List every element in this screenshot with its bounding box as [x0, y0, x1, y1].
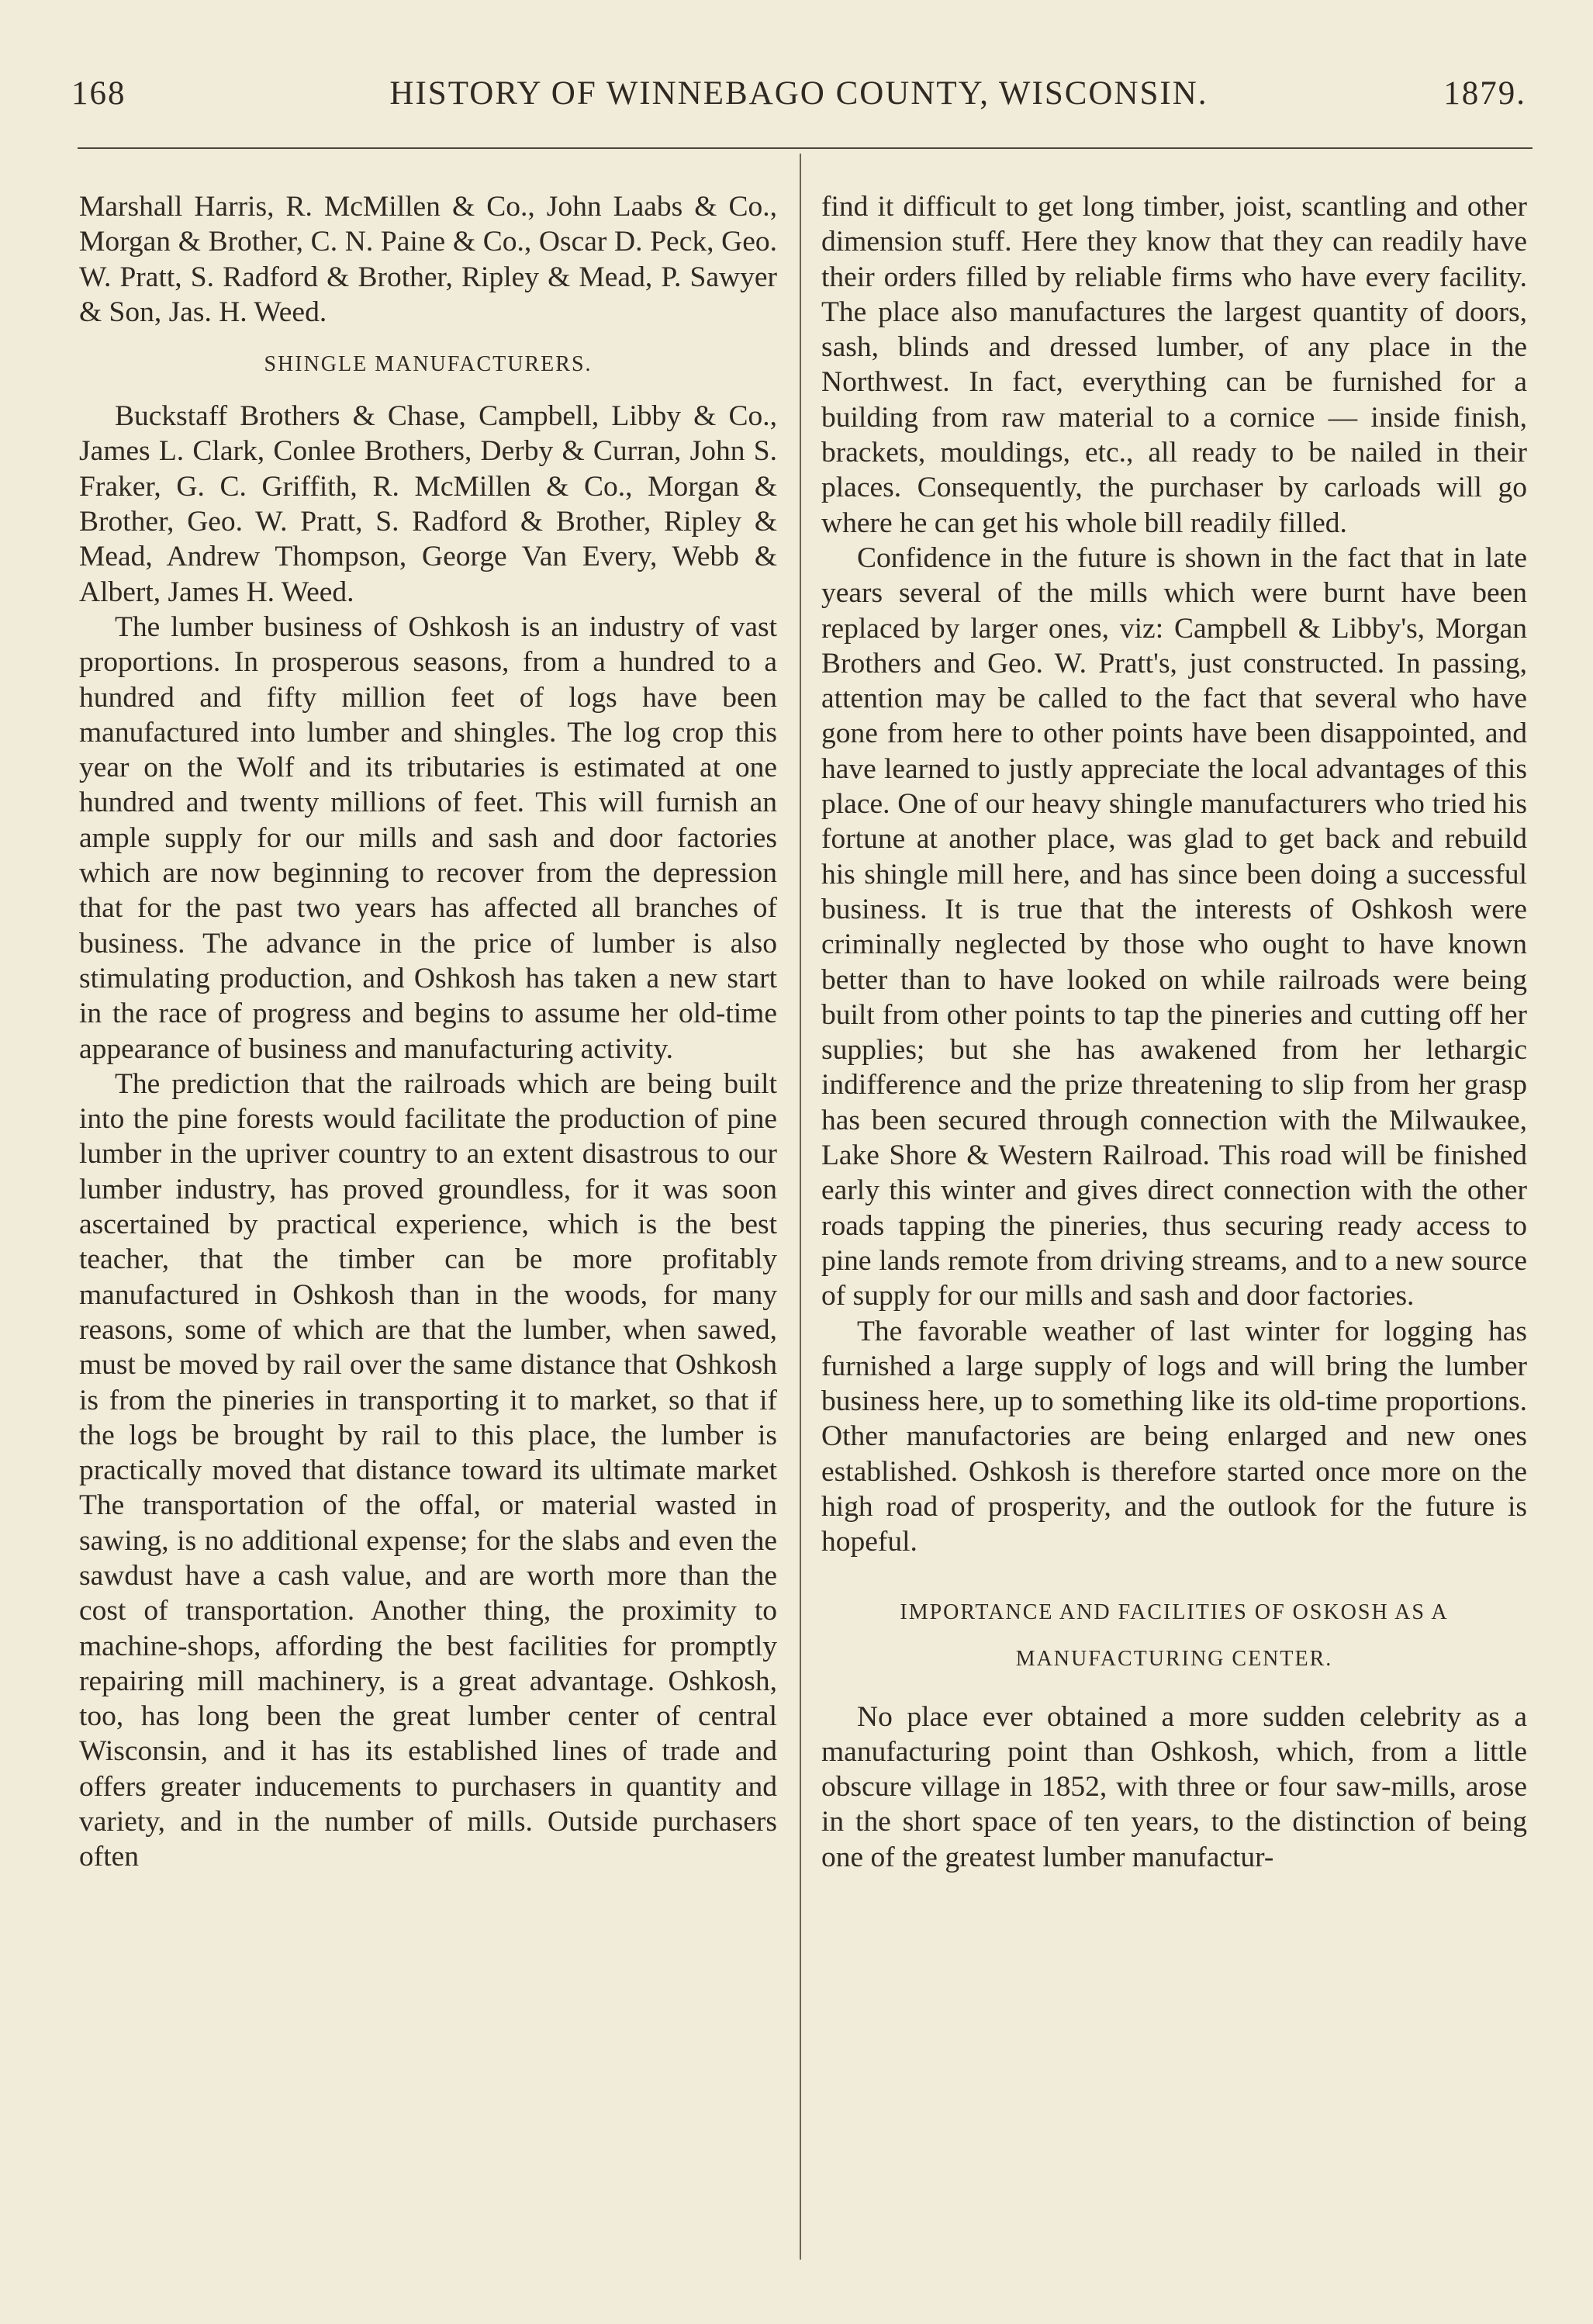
paragraph-sudden-celebrity: No place ever obtained a more sudden celebrity as a manufacturing point than Oshkosh, which, from a little obscure village in 1852, with three or four saw-mills, arose in the short space of ten years, to the distinction of being one of the greatest lumber manufactur-	[821, 1700, 1527, 1873]
column-divider	[800, 154, 801, 2260]
left-column	[79, 189, 777, 1875]
right-column	[821, 189, 1527, 1875]
paragraph-shingle-manufacturers: Buckstaff Brothers & Chase, Campbell, Libby & Co., James L. Clark, Conlee Brothers, Derby & Curran, John S. Fraker, G. C. Griffith, R. McMillen & Co., Morgan & Brother, Geo. W. Pratt, S. Radford & Brother, Ripley & Mead, Andrew Thompson, George Van Every, Webb & Albert, James H. Weed.	[79, 400, 777, 608]
running-title: HISTORY OF WINNEBAGO COUNTY, WISCONSIN.	[389, 75, 1208, 112]
heading-shingle-manufacturers: SHINGLE MANUFACTURERS.	[264, 352, 593, 377]
paragraph-railroad-prediction: The prediction that the railroads which are being built into the pine forests would facilitate the production of pine lumber in the upriver country to an extent disastrous to our lumber industry, has proved groundless, for it was soon ascertained by practical experience, which is the best teacher, that the timber can be more profitably manufactured in Oshkosh than in the woods, for many reasons, some of which are that the lumber, when sawed, must be moved by rail over the same distance that Oshkosh is from the pineries in transporting it to market, so that if the logs be brought by rail to this place, the lumber is practically moved that distance toward its ultimate market The transportation of the offal, or material wasted in sawing, is no additional expense; for the slabs and even the sawdust have a cash value, and are worth more than the cost of transportation. Another thing, the proximity to machine-shops, affording the best facilities for promptly repairing mill machinery, is a great advantage. Oshkosh, too, has long been the great lumber center of central Wisconsin, and it has its established lines of trade and offers greater inducements to purchasers in quantity and variety, and in the number of mills. Outside purchasers often	[79, 1067, 777, 1873]
paragraph-manufacturer-list-continued: Marshall Harris, R. McMillen & Co., John Laabs & Co., Morgan & Brother, C. N. Paine & Co., Oscar D. Peck, Geo. W. Pratt, S. Radford & Brother, Ripley & Mead, P. Sawyer & Son, Jas. H. Weed.	[79, 191, 777, 328]
heading-line-1: IMPORTANCE AND FACILITIES OF OSKOSH AS A	[900, 1599, 1449, 1624]
header-rule	[78, 147, 1533, 149]
heading-line-2: MANUFACTURING CENTER.	[1015, 1646, 1333, 1671]
page-number: 168	[71, 75, 126, 112]
header-year: 1879.	[1443, 75, 1526, 112]
running-head	[71, 74, 1526, 129]
paragraph-lumber-business: The lumber business of Oshkosh is an industry of vast proportions. In prosperous seasons, from a hundred to a hundred and fifty million feet of logs have been manufactured into lumber and shingles. The log crop this year on the Wolf and its tributaries is estimated at one hundred and twenty millions of feet. This will furnish an ample supply for our mills and sash and door factories which are now beginning to recover from the depression that for the past two years has affected all branches of business. The advance in the price of lumber is also stimulating production, and Oshkosh has taken a new start in the race of progress and begins to assume her old-time appearance of business and manufacturing activity.	[79, 610, 777, 1065]
heading-importance-manufacturing-center	[821, 1589, 1527, 1682]
paragraph-favorable-weather: The favorable weather of last winter for logging has furnished a large supply of logs and will bring the lumber business here, up to something like its old-time proportions. Other manufactories are being enlarged and new ones established. Oshkosh is therefore started once more on the high road of prosperity, and the outlook for the future is hopeful.	[821, 1315, 1527, 1558]
paragraph-confidence: Confidence in the future is shown in the fact that in late years several of the mills which were burnt have been replaced by larger ones, viz: Campbell & Libby's, Morgan Brothers and Geo. W. Pratt's, just constructed. In passing, attention may be called to the fact that several who have gone from here to other points have been disappointed, and have learned to justly appreciate the local advantages of this place. One of our heavy shingle manufacturers who tried his fortune at another place, was glad to get back and rebuild his shingle mill here, and has since been doing a successful business. It is true that the interests of Oshkosh were criminally neglected by those who ought to have known better than to have looked on while railroads were being built from other points to tap the pineries and cutting off her supplies; but she has awakened from her lethargic indifference and the prize threatening to slip from her grasp has been secured through connection with the Milwaukee, Lake Shore & Western Railroad. This road will be finished early this winter and gives direct connection with the other roads tapping the pineries, thus securing ready access to pine lands remote from driving streams, and to a new source of supply for our mills and sash and door factories.	[821, 541, 1527, 1312]
paragraph-purchasers-continued: find it difficult to get long timber, joist, scantling and other dimension stuff. Here they know that they can readily have their orders filled by reliable firms who have every facility. The place also manufactures the largest quantity of doors, sash, blinds and dressed lumber, of any place in the Northwest. In fact, everything can be furnished for a building from raw material to a cornice — inside finish, brackets, mouldings, etc., all ready to be nailed in their places. Consequently, the purchaser by carloads will go where he can get his whole bill readily filled.	[821, 191, 1527, 539]
